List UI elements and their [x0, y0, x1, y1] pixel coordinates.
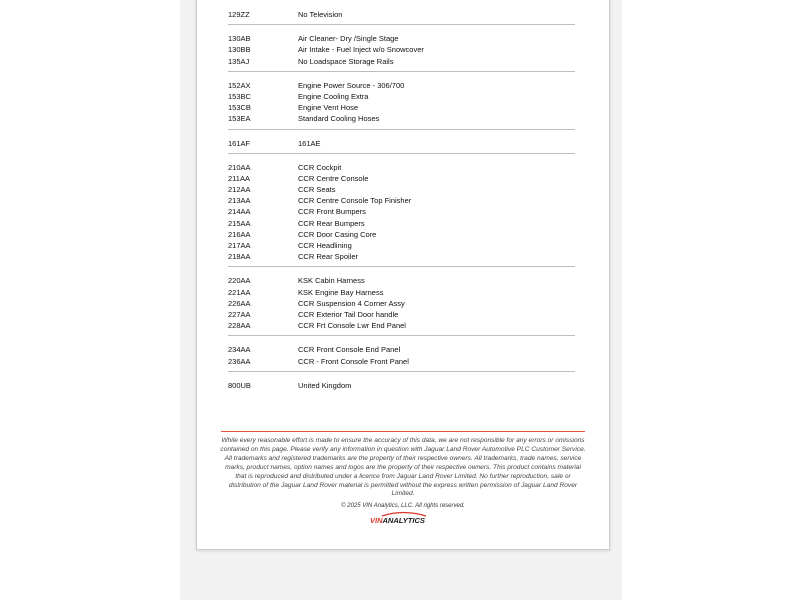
- option-code: 800UB: [228, 380, 251, 390]
- option-code: 210AA: [228, 162, 251, 172]
- option-row: [197, 356, 609, 367]
- option-description: CCR Cockpit: [298, 162, 342, 172]
- logo-vin-text: VIN: [370, 516, 383, 525]
- option-description: Engine Vent Hose: [298, 103, 359, 113]
- code-group: [197, 9, 609, 20]
- option-code: 152AX: [228, 80, 251, 90]
- disclaimer-divider: [221, 431, 585, 432]
- option-description: CCR Headlining: [298, 241, 352, 250]
- option-row: [197, 298, 609, 309]
- option-description: CCR Front Console End Panel: [298, 345, 401, 355]
- option-description: 161AE: [298, 138, 321, 148]
- code-group: [197, 344, 609, 366]
- option-row: [197, 91, 609, 102]
- group-separator: [228, 153, 575, 154]
- disclaimer-text: While every reasonable effort is made to ensure the accuracy of this data, we are not responsible for any errors or omissions contained on this page. Please verify any information in question with Jaguar Land Rover Automotive PLC Customer Service. All trademarks and registered trademarks are the property of their respective owners. All trademarks, trade names, service marks, product names, option names and logos are the property of their respective owners. This product contains material that is reproduced and distributed under a licence from Jaguar Land Rover Limited. No further reproduction, sale or distribution of the Jaguar Land Rover material is permitted without the express written permission of Jaguar Land Rover Limited.: [220, 437, 586, 498]
- option-description: CCR Rear Spoiler: [298, 252, 359, 262]
- option-row: [197, 380, 609, 391]
- document-page: [196, 0, 610, 550]
- option-code: 211AA: [228, 173, 250, 183]
- group-separator: [228, 371, 575, 372]
- option-code: 216AA: [228, 229, 251, 239]
- option-code: 135AJ: [228, 56, 250, 66]
- option-row: [197, 275, 609, 286]
- code-group: [197, 380, 609, 391]
- option-row: [197, 218, 609, 229]
- group-separator: [228, 24, 575, 25]
- group-separator: [228, 335, 575, 336]
- option-code: 220AA: [228, 276, 251, 286]
- option-code: 228AA: [228, 321, 251, 331]
- group-separator: [228, 71, 575, 72]
- option-description: No Television: [298, 10, 343, 19]
- option-row: [197, 138, 609, 149]
- option-description: Standard Cooling Hoses: [298, 114, 380, 124]
- option-code: 153CB: [228, 103, 251, 113]
- option-row: [197, 113, 609, 124]
- svg-text:VINANALYTICS: [370, 516, 425, 525]
- option-description: CCR Suspension 4 Corner Assy: [298, 298, 405, 308]
- option-code: 215AA: [228, 218, 251, 228]
- code-group: [197, 162, 609, 263]
- option-row: [197, 195, 609, 206]
- option-description: CCR Exterior Tail Door handle: [298, 309, 399, 319]
- option-code: 234AA: [228, 345, 251, 355]
- option-code: 221AA: [228, 287, 251, 297]
- option-description: Engine Cooling Extra: [298, 91, 369, 101]
- code-group: [197, 80, 609, 125]
- option-description: CCR Seats: [298, 185, 336, 195]
- option-code: 213AA: [228, 196, 251, 206]
- option-code: 212AA: [228, 185, 251, 195]
- option-row: [197, 162, 609, 173]
- option-row: [197, 33, 609, 44]
- option-row: [197, 173, 609, 184]
- option-row: [197, 309, 609, 320]
- option-row: [197, 9, 609, 20]
- group-separator: [228, 129, 575, 130]
- option-row: [197, 80, 609, 91]
- option-description: KSK Engine Bay Harness: [298, 287, 384, 297]
- option-row: [197, 206, 609, 217]
- option-row: [197, 251, 609, 262]
- option-code: 129ZZ: [228, 10, 250, 19]
- code-group: [197, 275, 609, 331]
- option-row: [197, 287, 609, 298]
- copyright-text: © 2025 VIN Analytics, LLC. All rights reserved.: [341, 503, 465, 509]
- option-code: 214AA: [228, 207, 251, 217]
- option-description: Engine Power Source - 306/700: [298, 80, 405, 90]
- option-description: CCR Centre Console: [298, 173, 369, 183]
- option-code: 130AB: [228, 34, 251, 44]
- option-description: United Kingdom: [298, 380, 352, 390]
- option-code: 236AA: [228, 356, 251, 366]
- vin-analytics-logo: [197, 511, 609, 525]
- option-code: 153BC: [228, 91, 251, 101]
- option-row: [197, 240, 609, 251]
- code-group: [197, 138, 609, 149]
- option-code: 217AA: [228, 241, 251, 250]
- option-row: [197, 56, 609, 67]
- option-description: CCR Door Casing Core: [298, 229, 377, 239]
- option-description: CCR Front Bumpers: [298, 207, 366, 217]
- vin-analytics-logo-graphic: [368, 511, 438, 525]
- option-description: No Loadspace Storage Rails: [298, 56, 394, 66]
- option-row: [197, 184, 609, 195]
- option-row: [197, 102, 609, 113]
- logo-analytics-text: ANALYTICS: [382, 516, 425, 525]
- option-row: [197, 44, 609, 55]
- option-code: 153EA: [228, 114, 251, 124]
- option-code: 227AA: [228, 309, 251, 319]
- option-code: 130BB: [228, 45, 251, 55]
- option-description: CCR Rear Bumpers: [298, 218, 365, 228]
- option-row: [197, 320, 609, 331]
- option-description: CCR Frt Console Lwr End Panel: [298, 321, 406, 331]
- group-separator: [228, 266, 575, 267]
- option-description: Air Cleaner- Dry /Single Stage: [298, 34, 399, 44]
- code-group: [197, 33, 609, 67]
- option-row: [197, 229, 609, 240]
- option-description: CCR - Front Console Front Panel: [298, 356, 409, 366]
- option-row: [197, 344, 609, 355]
- option-description: KSK Cabin Harness: [298, 276, 365, 286]
- option-code: 161AF: [228, 138, 251, 148]
- option-description: Air Intake - Fuel Inject w/o Snowcover: [298, 45, 424, 55]
- option-code-list: [197, 9, 609, 391]
- option-description: CCR Centre Console Top Finisher: [298, 196, 412, 206]
- option-code: 218AA: [228, 252, 251, 262]
- option-code: 226AA: [228, 298, 251, 308]
